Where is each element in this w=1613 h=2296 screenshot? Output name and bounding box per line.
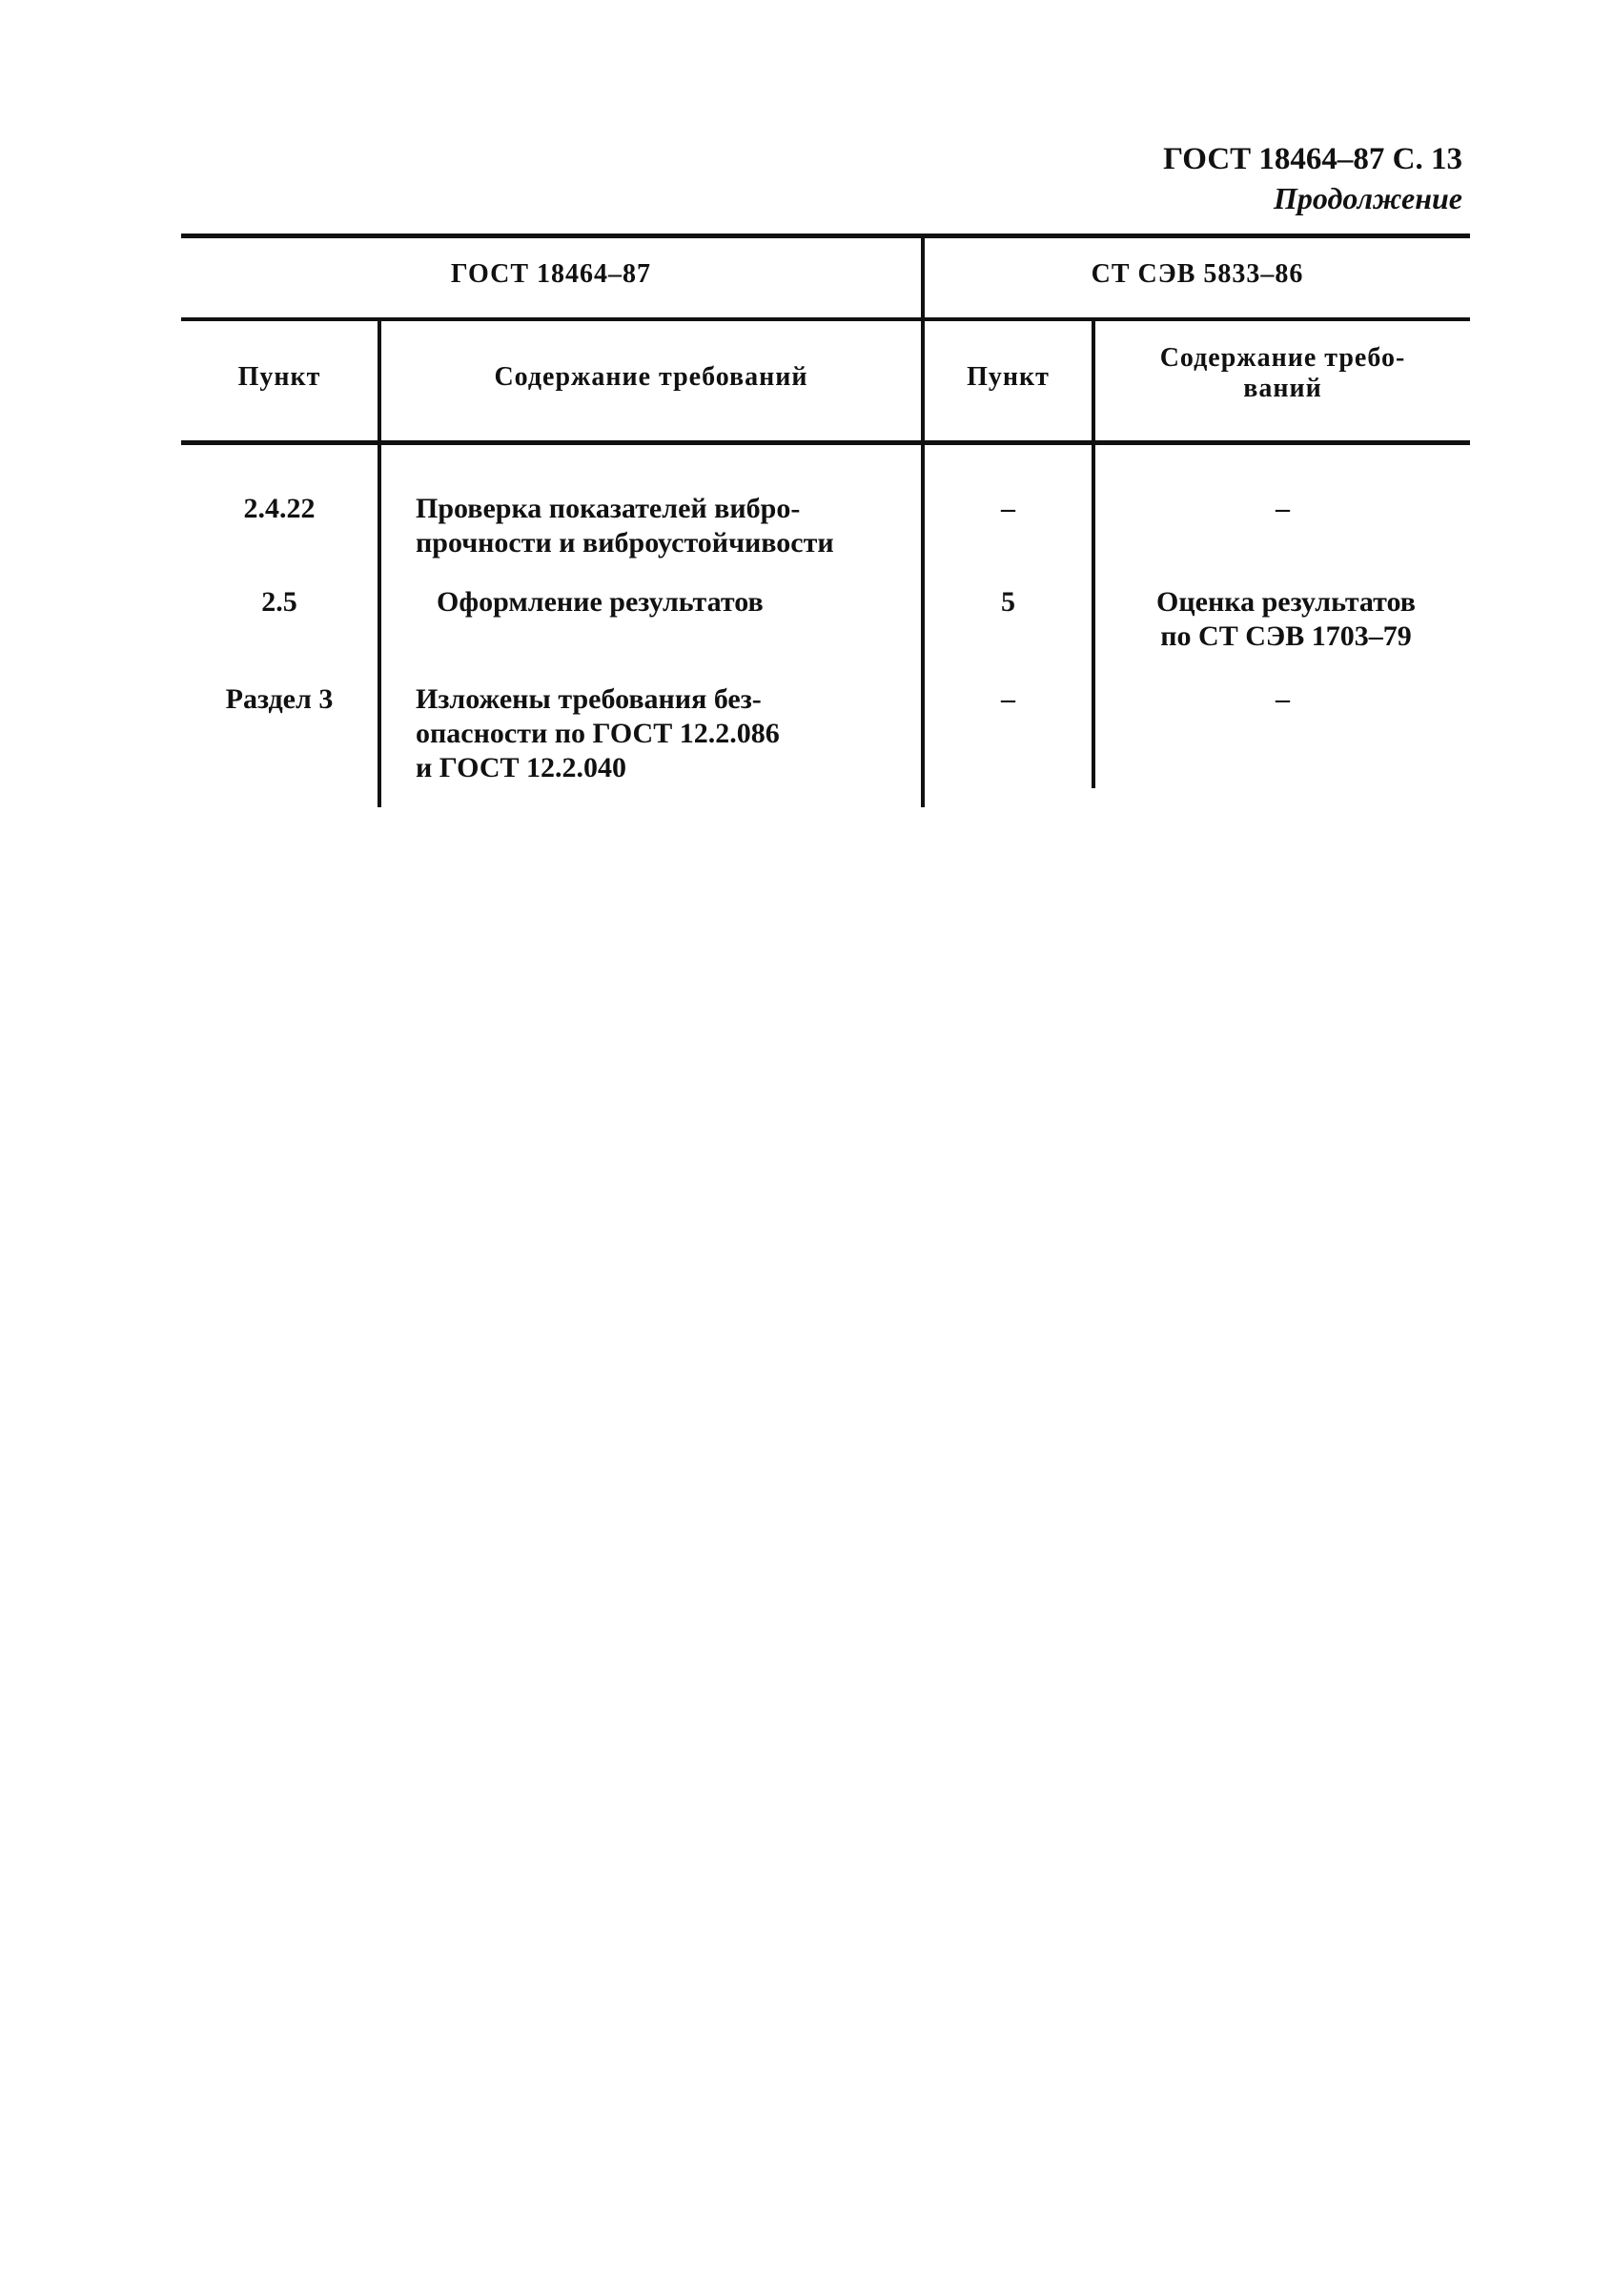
col-header-sev-item: Пункт — [967, 362, 1050, 392]
table-row-3-sev-item: – — [1001, 683, 1015, 715]
group-header-gost: ГОСТ 18464–87 — [450, 259, 652, 289]
page-header — [1163, 139, 1462, 217]
table-row-1-sev-item: – — [1001, 493, 1015, 524]
column-header-rule — [181, 440, 1470, 445]
col-header-sev-content: Содержание требо- ваний — [1159, 343, 1406, 403]
table-row-1-item: 2.4.22 — [243, 493, 316, 524]
document-code: ГОСТ 18464–87 С. 13 — [1163, 142, 1462, 176]
table-row-2-sev-item: 5 — [1001, 586, 1015, 618]
col-header-content: Содержание требований — [494, 362, 808, 392]
table-row-2-content: Оформление результатов — [437, 586, 764, 618]
col-header-item: Пункт — [237, 362, 321, 392]
table-row-1-content: Проверка показателей вибро- прочности и виброустойчивости — [416, 493, 834, 559]
table-row-1-sev-content: – — [1276, 493, 1290, 524]
table-row-3-content: Изложены требования без- опасности по ГОСТ 12.2.086 и ГОСТ 12.2.040 — [416, 683, 780, 783]
table-row-3-item: Раздел 3 — [225, 683, 334, 715]
group-header-rule — [181, 317, 1470, 321]
table-top-rule — [181, 234, 1470, 238]
table-row-3-sev-content: – — [1276, 683, 1290, 715]
table-row-2-sev-content: Оценка результатов по СТ СЭВ 1703–79 — [1156, 586, 1416, 652]
group-header-st-sev: СТ СЭВ 5833–86 — [1091, 259, 1304, 289]
continuation-label: Продолжение — [1274, 181, 1462, 215]
table-row-2-item: 2.5 — [261, 586, 297, 618]
